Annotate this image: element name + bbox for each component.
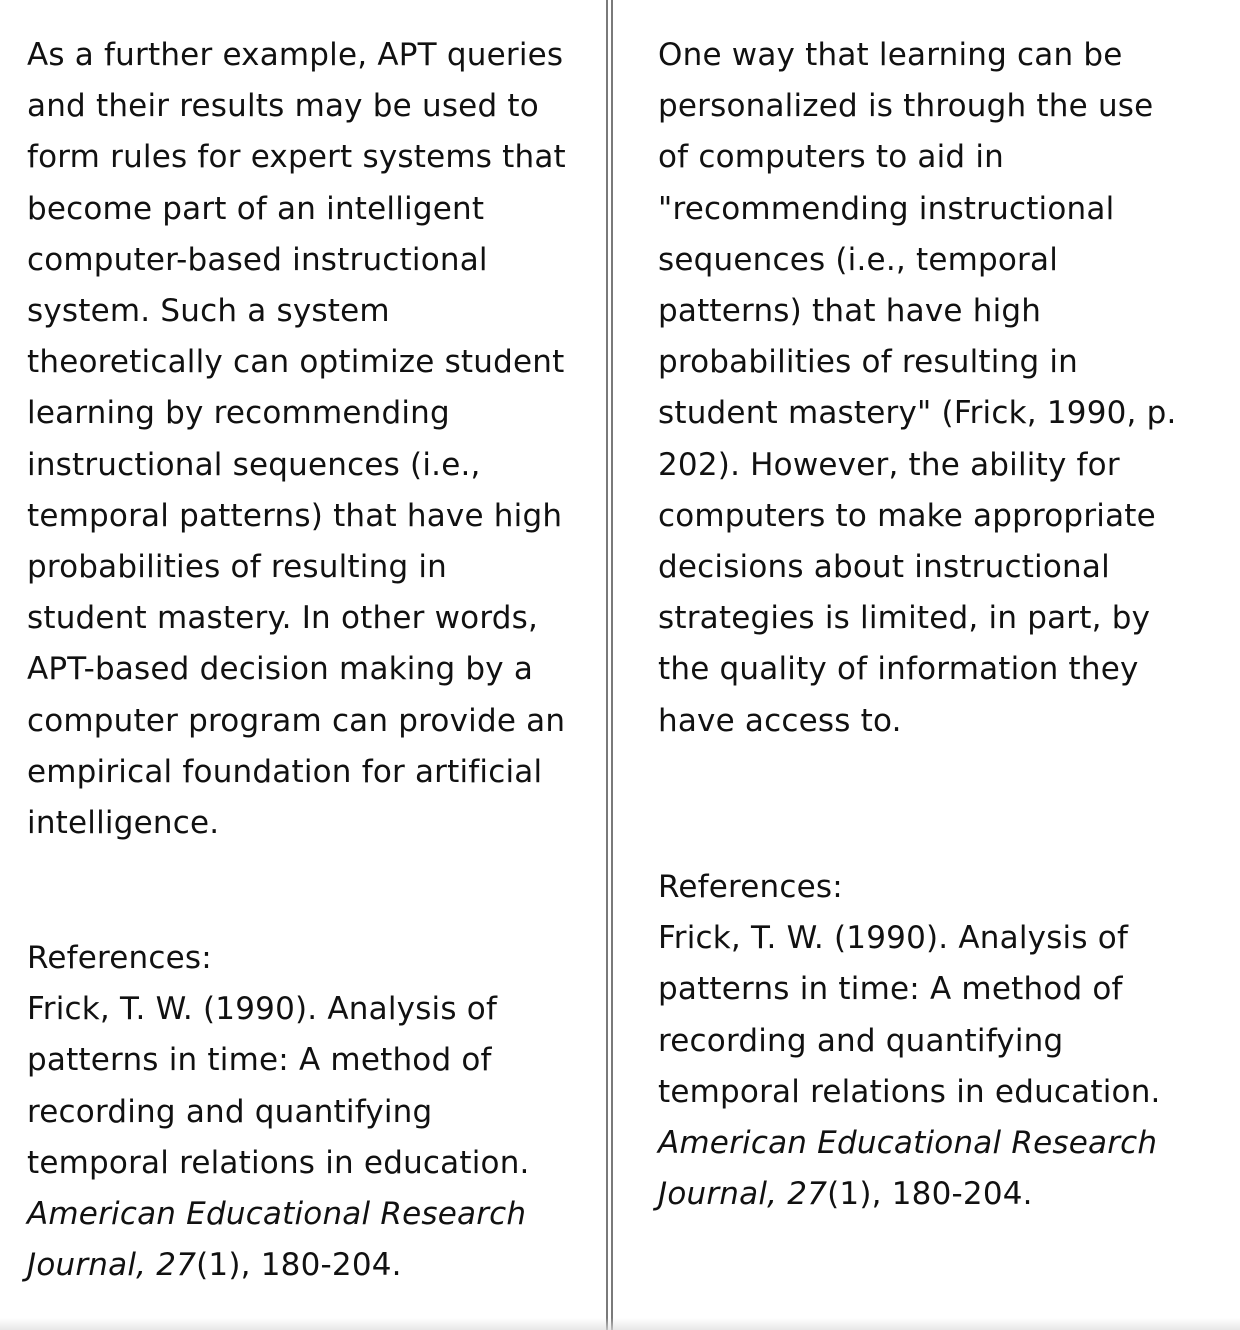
right-column: [614, 0, 1240, 1330]
right-reference-issue-pages: (1), 180-204.: [827, 1176, 1033, 1213]
left-references-heading: References:: [27, 940, 212, 976]
left-column: [0, 0, 606, 1330]
right-references: [658, 862, 1188, 1220]
left-reference-issue-pages: (1), 180-204.: [196, 1247, 402, 1284]
bottom-edge-shadow: [0, 1318, 1240, 1330]
right-paragraph: One way that learning can be personalized is through the use of computers to aid in "recommending instructional sequences (i.e., temporal patterns) that have high probabilities of resulting in student mastery" (Frick, 1990, p. 202). However, the ability for computers to make appropriate decisions about instructional strategies is limited, in part, by the quality of information they have access to.: [658, 37, 1177, 739]
column-divider-left-line: [606, 0, 608, 1330]
left-references: [27, 933, 572, 1291]
right-reference-journal: American Educational Research Journal, 27: [658, 1125, 1158, 1213]
left-reference-text: Frick, T. W. (1990). Analysis of patterns in time: A method of recording and quantifying temporal relations in education.: [27, 991, 530, 1181]
left-reference-citation: [27, 984, 572, 1291]
left-reference-journal: American Educational Research Journal, 27: [27, 1196, 527, 1284]
left-paragraph: As a further example, APT queries and their results may be used to form rules for expert systems that become part of an intelligent computer-based instructional system. Such a system theoretically can optimize student learning by recommending instructional sequences (i.e., temporal patterns) that have high probabilities of resulting in student mastery. In other words, APT-based decision making by a computer program can provide an empirical foundation for artificial intelligence.: [27, 37, 566, 842]
right-reference-citation: [658, 913, 1188, 1220]
right-reference-text: Frick, T. W. (1990). Analysis of patterns in time: A method of recording and quantifying temporal relations in education.: [658, 920, 1161, 1110]
right-references-heading: References:: [658, 869, 843, 905]
column-divider-right-line: [611, 0, 613, 1330]
